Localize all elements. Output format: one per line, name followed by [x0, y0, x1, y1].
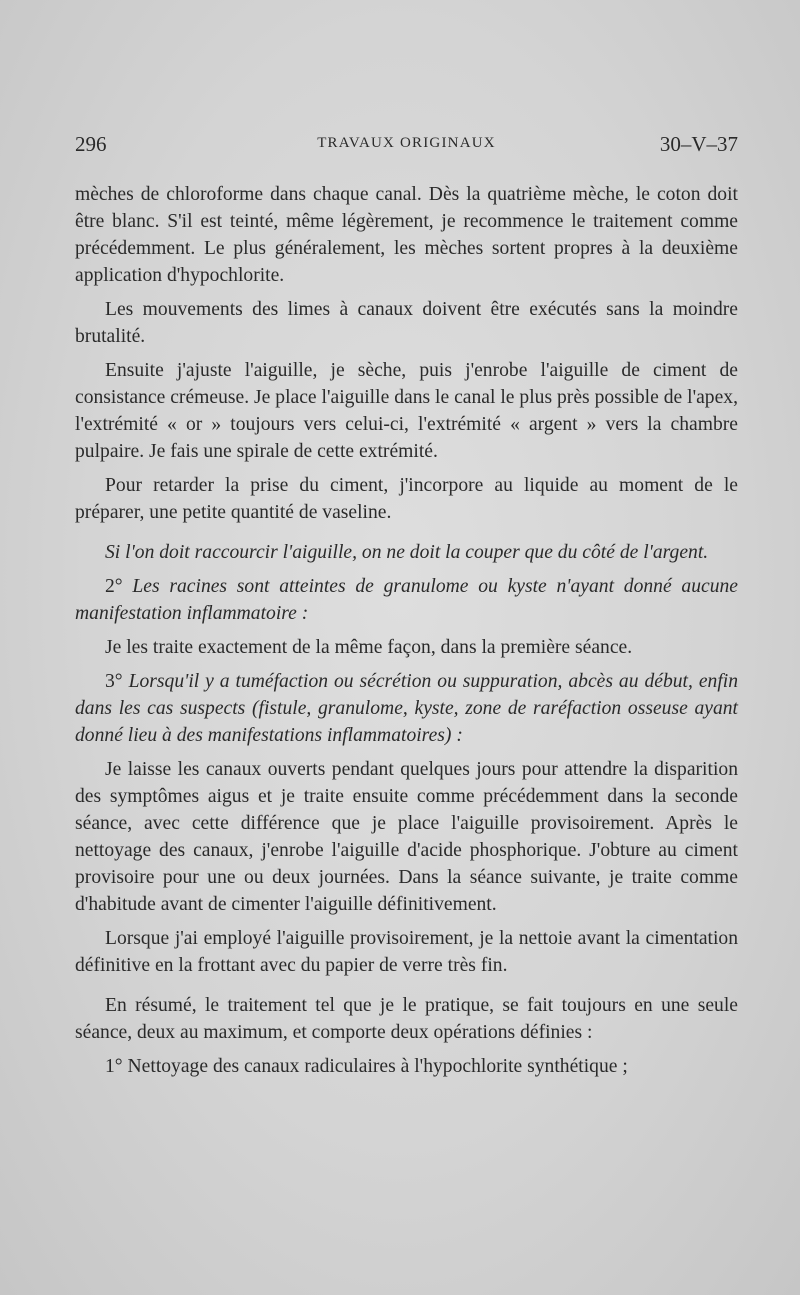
italic-text: Lorsqu'il y a tuméfaction ou sécrétion ou suppuration, abcès au début, enfin dans les cas suspects (fistule, granulome, kyste, zone de raréfaction osseuse ayant donné lieu à des manifestations inflammatoires) : [75, 671, 739, 746]
paragraph: Les mouvements des limes à canaux doivent être exécutés sans la moindre brutalité. [75, 299, 738, 347]
paragraph: En résumé, le traitement tel que je le pratique, se fait toujours en une seule séance, deux au maximum, et comporte deux opérations définies : [75, 995, 738, 1043]
paragraph-italic [75, 539, 738, 566]
list-number: 3° [105, 671, 123, 692]
list-number: 2° [105, 576, 123, 597]
paragraph: Ensuite j'ajuste l'aiguille, je sèche, puis j'enrobe l'aiguille de ciment de consistance crémeuse. Je place l'aiguille dans le canal le plus près possible de l'apex, l'extrémité « or » toujours vers celui-ci, l'extrémité « argent » vers la chambre pulpaire. Je fais une spirale de cette extrémité. [75, 360, 738, 462]
body-text [75, 181, 738, 1087]
paragraph: Je laisse les canaux ouverts pendant quelques jours pour attendre la disparition des symptômes aigus et je traite ensuite comme précédemment dans la seconde séance, avec cette différence que je place l'aiguille provisoirement. Après le nettoyage des canaux, j'enrobe l'aiguille d'acide phosphorique. J'obture au ciment provisoire pour une ou deux journées. Dans la séance suivante, je traite comme d'habitude avant de cimenter l'aiguille définitivement. [75, 759, 738, 915]
italic-text: Les racines sont atteintes de granulome ou kyste n'ayant donné aucune manifestation inflammatoire : [75, 576, 738, 624]
paragraph: 1° Nettoyage des canaux radiculaires à l'hypochlorite synthétique ; [105, 1056, 628, 1077]
paragraph: Je les traite exactement de la même façon, dans la première séance. [105, 637, 633, 658]
paragraph: mèches de chloroforme dans chaque canal. Dès la quatrième mèche, le coton doit être blanc. S'il est teinté, même légèrement, je recommence le traitement comme précédemment. Le plus généralement, les mèches sortent propres à la deuxième application d'hypochlorite. [75, 184, 738, 286]
list-heading-2 [75, 573, 738, 627]
list-heading-3 [75, 668, 738, 749]
issue-date: 30–V–37 [659, 132, 738, 156]
running-header [75, 132, 738, 160]
italic-text: Si l'on doit raccourcir l'aiguille, on ne doit la couper que du côté de l'argent. [105, 542, 709, 563]
paragraph: Pour retarder la prise du ciment, j'incorpore au liquide au moment de le préparer, une petite quantité de vaseline. [75, 475, 738, 523]
page-number: 296 [75, 132, 107, 156]
paragraph: Lorsque j'ai employé l'aiguille provisoirement, je la nettoie avant la cimentation définitive en la frottant avec du papier de verre très fin. [75, 928, 738, 976]
running-title: TRAVAUX ORIGINAUX [317, 135, 496, 151]
